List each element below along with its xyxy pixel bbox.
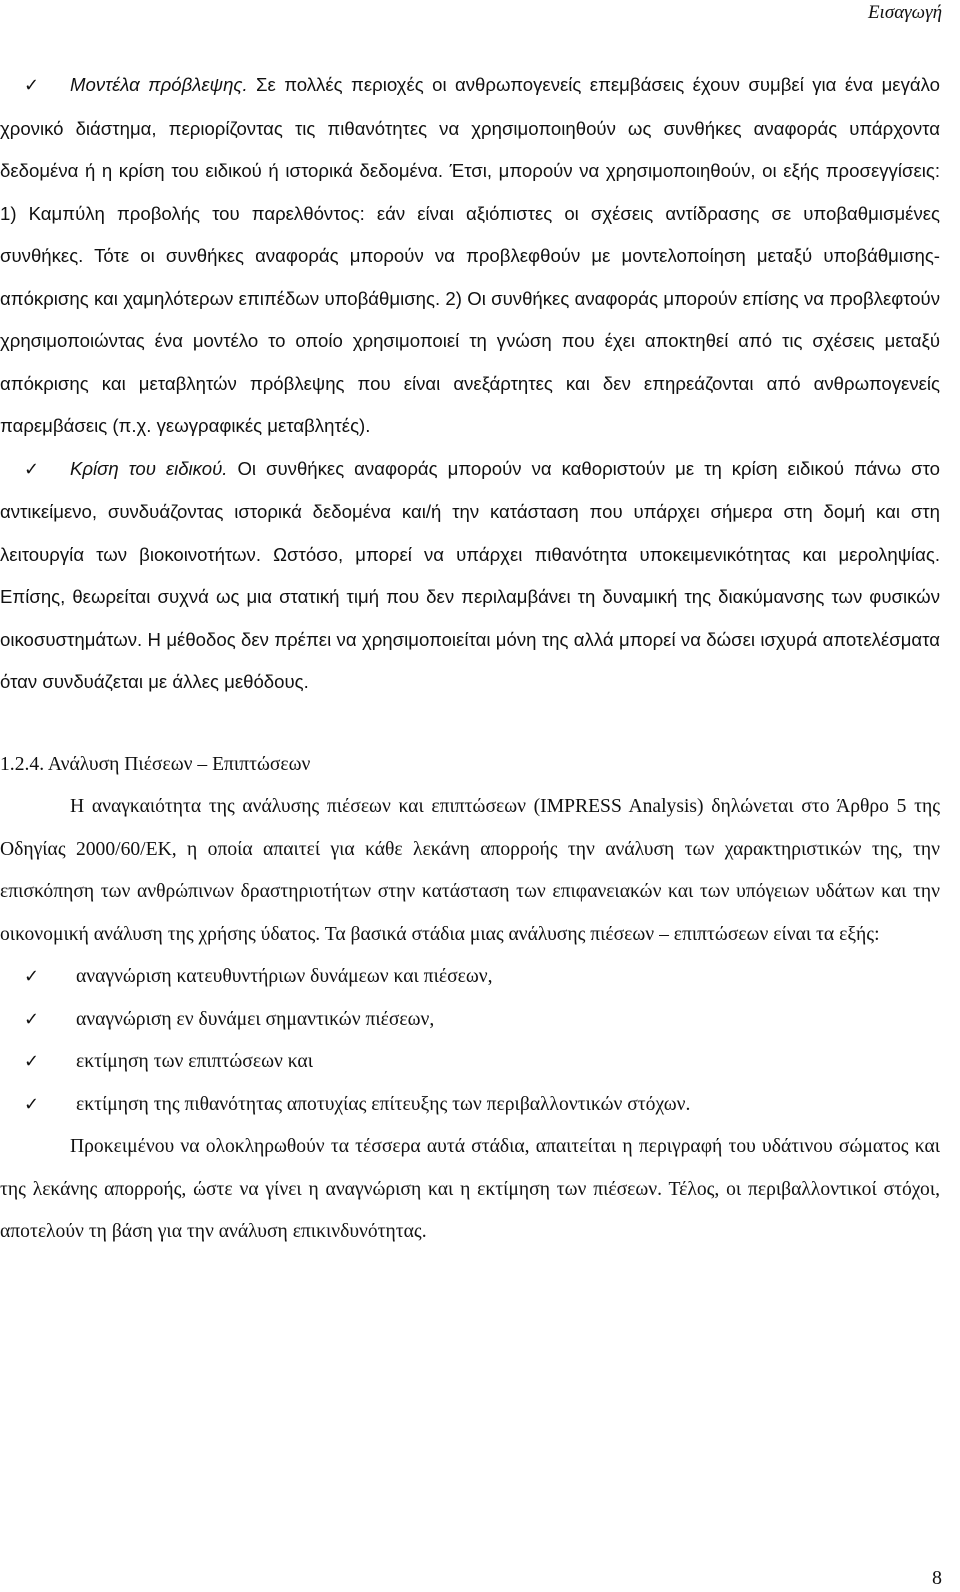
stage-text: αναγνώριση εν δυνάμει σημαντικών πιέσεων, [76,1008,435,1030]
predictive-models-text: Σε πολλές περιοχές οι ανθρωπογενείς επεμβάσεις έχουν συμβεί για ένα μεγάλο χρονικό διάστημα, περιορίζοντας τις πιθανότητες να χρησιμοποιηθούν ως συνθήκες αναφοράς υπάρχοντα δεδομένα ή η κρίση του ειδικού ή ιστορικά δεδομένα. Έτσι, μπορούν να χρησιμοποιηθούν, οι εξής προσεγγίσεις: 1) Καμπύλη προβολής του παρελθόντος: εάν είναι αξιόπιστες οι σχέσεις αντίδρασης σε υποβαθμισμένες συνθήκες. Τότε οι συνθήκες αναφοράς μπορούν να προβλεφθούν με μοντελοποίηση μεταξύ υποβάθμισης-απόκρισης και χαμηλότερων επιπέδων υποβάθμισης. 2) Οι συνθήκες αναφοράς μπορούν επίσης να προβλεφτούν χρησιμοποιώντας ένα μοντέλο το οποίο χρησιμοποιεί τη γνώση που έχει αποκτηθεί από τις σχέσεις μεταξύ απόκρισης και μεταβλητών πρόβλεψης που είναι ανεξάρτητες και δεν επηρεάζονται από ανθρωπογενείς παρεμβάσεις (π.χ. γεωγραφικές μεταβλητές). [0,74,940,436]
checkmark-icon: ✓ [24,966,40,987]
list-item [0,999,940,1042]
predictive-models-lead: Μοντέλα πρόβλεψης. [70,74,248,95]
expert-judgement-paragraph [0,448,940,704]
list-item [0,956,940,999]
section-heading: 1.2.4. Ανάλυση Πιέσεων – Επιπτώσεων [0,753,311,775]
checkmark-icon: ✓ [24,1051,40,1072]
expert-judgement-text: Οι συνθήκες αναφοράς μπορούν να καθοριστούν με τη κρίση ειδικού πάνω στο αντικείμενο, συνδυάζοντας ιστορικά δεδομένα και/ή την κατάσταση που υπάρχει σήμερα στη δομή και στη λειτουργία των βιοκοινοτήτων. Ωστόσο, μπορεί να υπάρχει πιθανότητα υποκειμενικότητας και μεροληψίας. Επίσης, θεωρείται συχνά ως μια στατική τιμή που δεν περιλαμβάνει τη δυναμική της διακύμανσης των φυσικών οικοσυστημάτων. Η μέθοδος δεν πρέπει να χρησιμοποιείται μόνη της αλλά μπορεί να δώσει ισχυρά αποτελέσματα όταν συνδυάζεται με άλλες μεθόδους. [0,457,940,692]
checkmark-icon: ✓ [24,458,40,480]
page-content [0,64,940,1254]
page-number: 8 [932,1567,942,1589]
checkmark-icon: ✓ [24,75,40,96]
section-intro-paragraph: Η αναγκαιότητα της ανάλυσης πιέσεων και επιπτώσεων (IMPRESS Analysis) δηλώνεται στο Άρθρο 5 της Οδηγίας 2000/60/ΕΚ, η οποία απαιτεί για κάθε λεκάνη απορροής την ανάλυση των χαρακτηριστικών της, την επισκόπηση των ανθρώπινων δραστηριοτήτων στην κατάσταση των επιφανειακών και των υπόγειων υδάτων και την οικονομική ανάλυση της χρήσης ύδατος. Τα βασικά στάδια μιας ανάλυσης πιέσεων – επιπτώσεων είναι τα εξής: [0,796,940,945]
list-item [0,1041,940,1084]
stage-text: αναγνώριση κατευθυντήριων δυνάμεων και πιέσεων, [76,966,493,987]
checkmark-icon: ✓ [24,1093,40,1115]
running-header: Εισαγωγή [867,2,942,23]
stages-list [0,956,940,1126]
list-item [0,1084,940,1127]
predictive-models-paragraph [0,64,940,448]
stage-text: εκτίμηση της πιθανότητας αποτυχίας επίτευξης των περιβαλλοντικών στόχων. [76,1093,691,1115]
closing-paragraph: Προκειμένου να ολοκληρωθούν τα τέσσερα αυτά στάδια, απαιτείται η περιγραφή του υδάτινου σώματος και της λεκάνης απορροής, ώστε να γίνει η αναγνώριση και η εκτίμηση των πιέσεων. Τέλος, οι περιβαλλοντικοί στόχοι, αποτελούν τη βάση για την ανάλυση επικινδυνότητας. [0,1136,940,1242]
expert-judgement-lead: Κρίση του ειδικού. [70,457,228,479]
stage-text: εκτίμηση των επιπτώσεων και [76,1051,313,1072]
checkmark-icon: ✓ [24,1008,40,1030]
